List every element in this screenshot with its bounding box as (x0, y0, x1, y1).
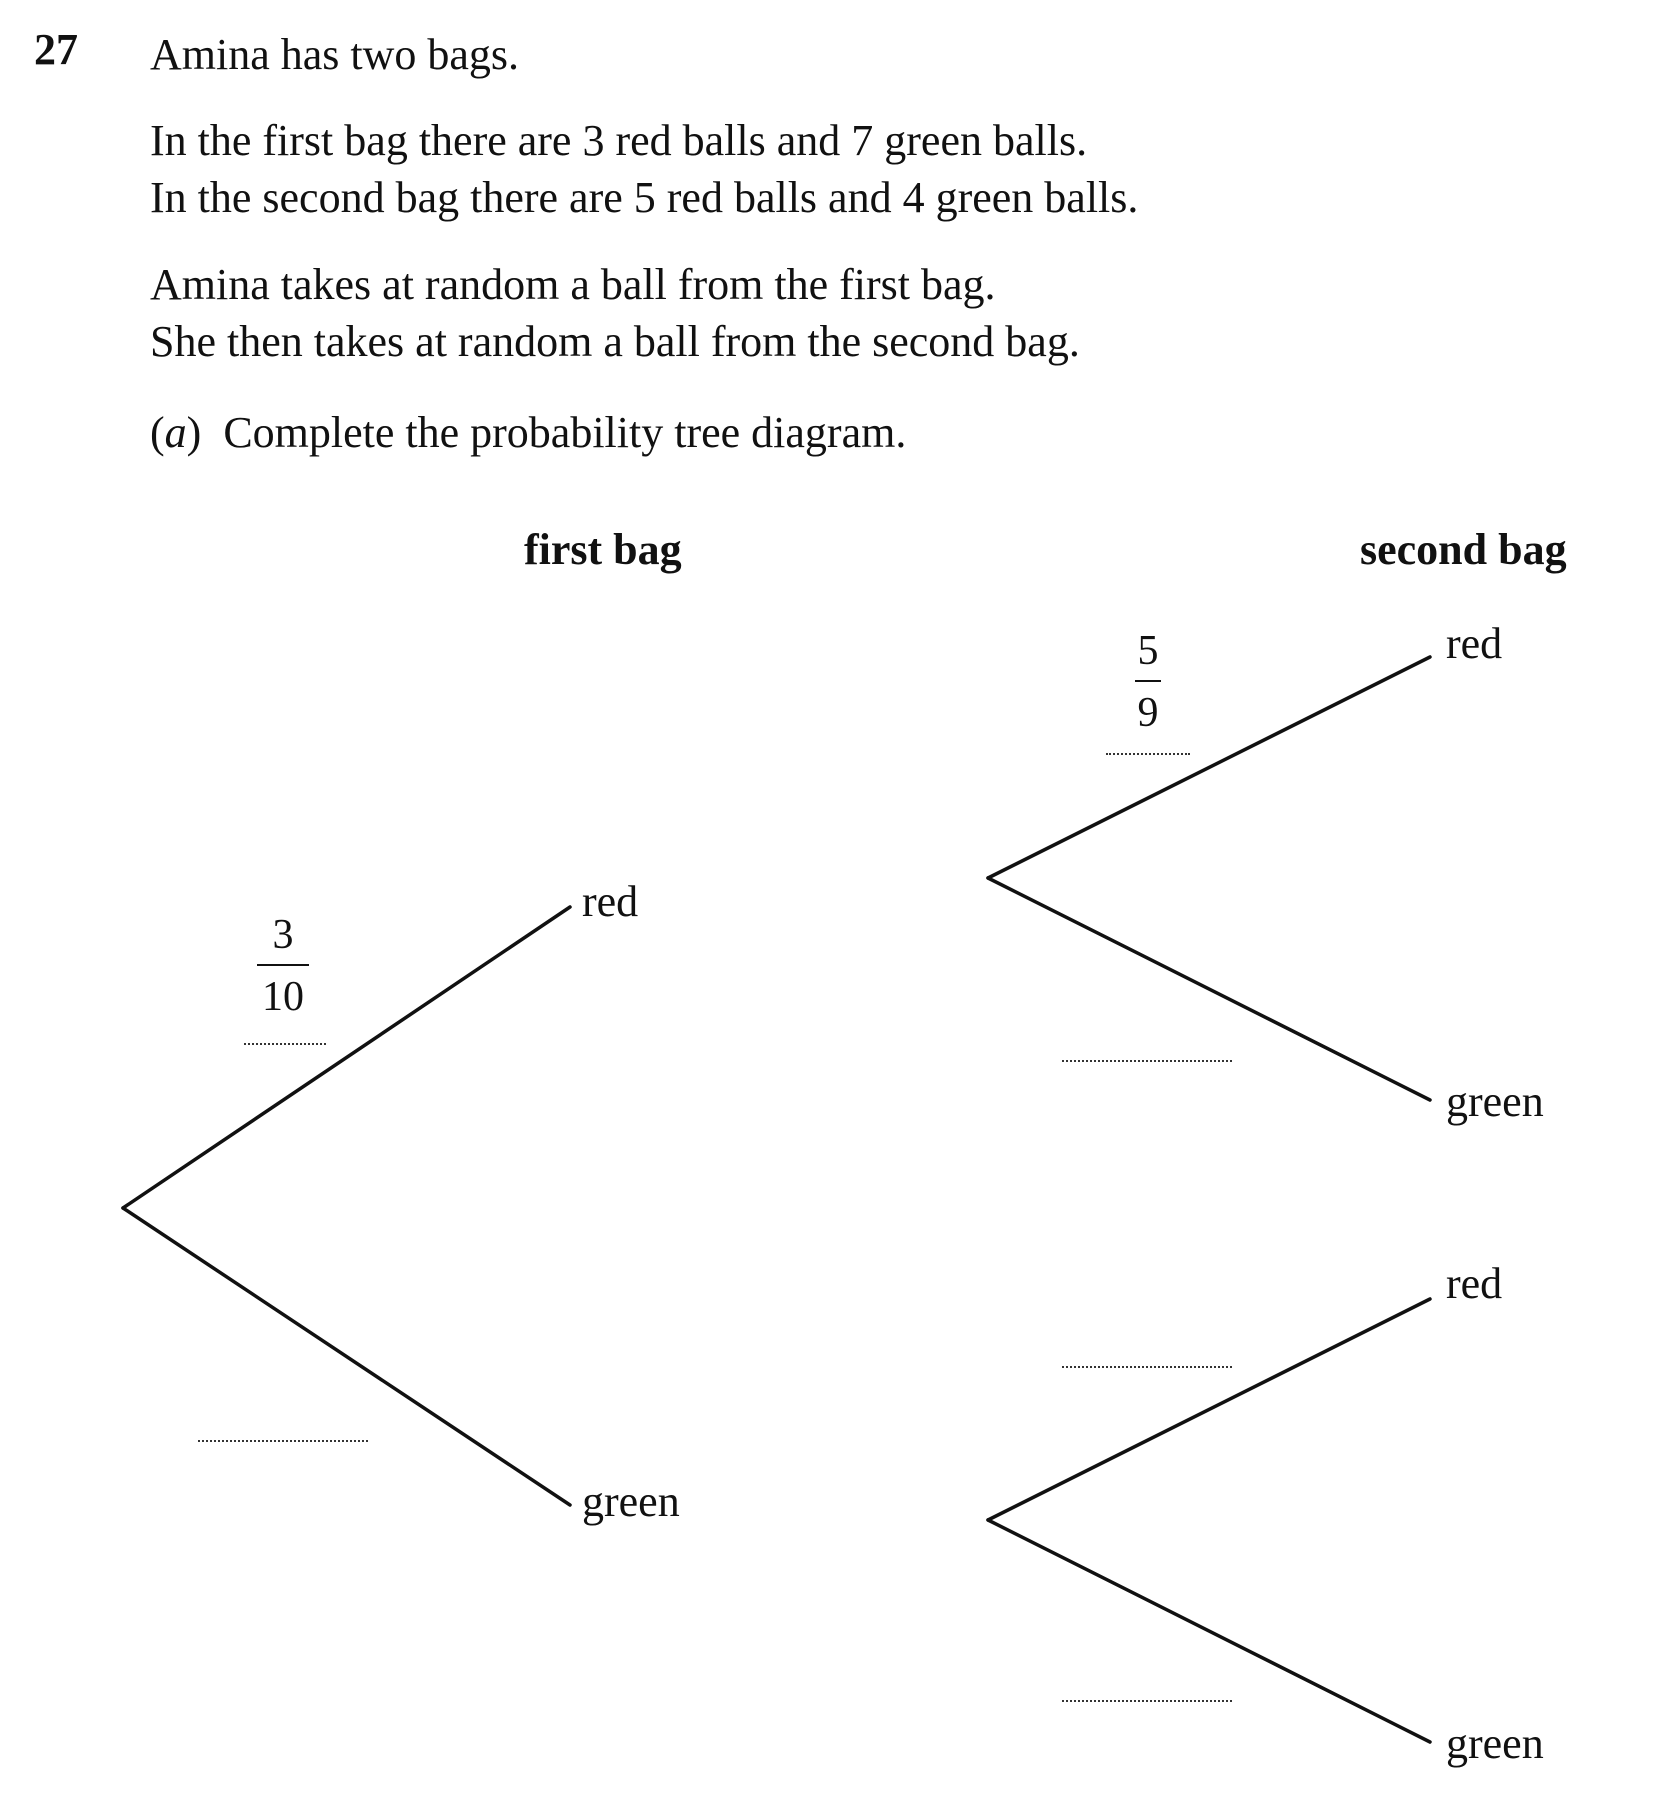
fraction-denominator: 10 (262, 974, 304, 1020)
second-bag-green-label-2: green (1446, 1719, 1544, 1768)
first-bag-red-label: red (582, 877, 639, 926)
branch-second-red-after-green (988, 1299, 1430, 1520)
header-first-bag: first bag (524, 525, 682, 574)
part-a-label: (a) (150, 408, 202, 457)
draw-line-2: She then takes at random a ball from the second bag. (150, 317, 1080, 366)
answer-line-second-red-2[interactable] (1062, 1366, 1232, 1368)
bag-line-2: In the second bag there are 5 red balls and 4 green balls. (150, 173, 1139, 222)
draw-line-1: Amina takes at random a ball from the first bag. (150, 260, 996, 309)
fraction-bar (1135, 680, 1161, 682)
answer-line-first-green[interactable] (198, 1440, 368, 1442)
question-number: 27 (34, 25, 78, 74)
second-bag-red-label-2: red (1446, 1259, 1503, 1308)
fraction-denominator: 9 (1137, 690, 1159, 736)
branch-second-green-after-green (988, 1520, 1430, 1742)
bag-line-1: In the first bag there are 3 red balls and 7 green balls. (150, 116, 1088, 165)
answer-line-second-red-1 (1106, 753, 1190, 755)
branch-first-red (123, 907, 570, 1208)
answer-line-first-red (244, 1043, 326, 1045)
first-bag-green-label: green (582, 1477, 680, 1526)
fraction-numerator: 5 (1137, 628, 1159, 674)
second-bag-green-label-1: green (1446, 1077, 1544, 1126)
first-bag-red-probability (248, 914, 318, 1018)
intro-line: Amina has two bags. (150, 30, 520, 79)
second-bag-red-probability (1128, 630, 1168, 734)
branch-first-green (123, 1208, 570, 1505)
fraction-bar (257, 964, 309, 966)
answer-line-second-green-1[interactable] (1062, 1060, 1232, 1062)
branch-second-red-after-red (988, 657, 1430, 878)
fraction-numerator: 3 (272, 912, 294, 958)
answer-line-second-green-2[interactable] (1062, 1700, 1232, 1702)
second-bag-red-label-1: red (1446, 619, 1503, 668)
branch-second-green-after-red (988, 878, 1430, 1100)
header-second-bag: second bag (1360, 525, 1567, 574)
part-a-text: Complete the probability tree diagram. (223, 408, 907, 457)
